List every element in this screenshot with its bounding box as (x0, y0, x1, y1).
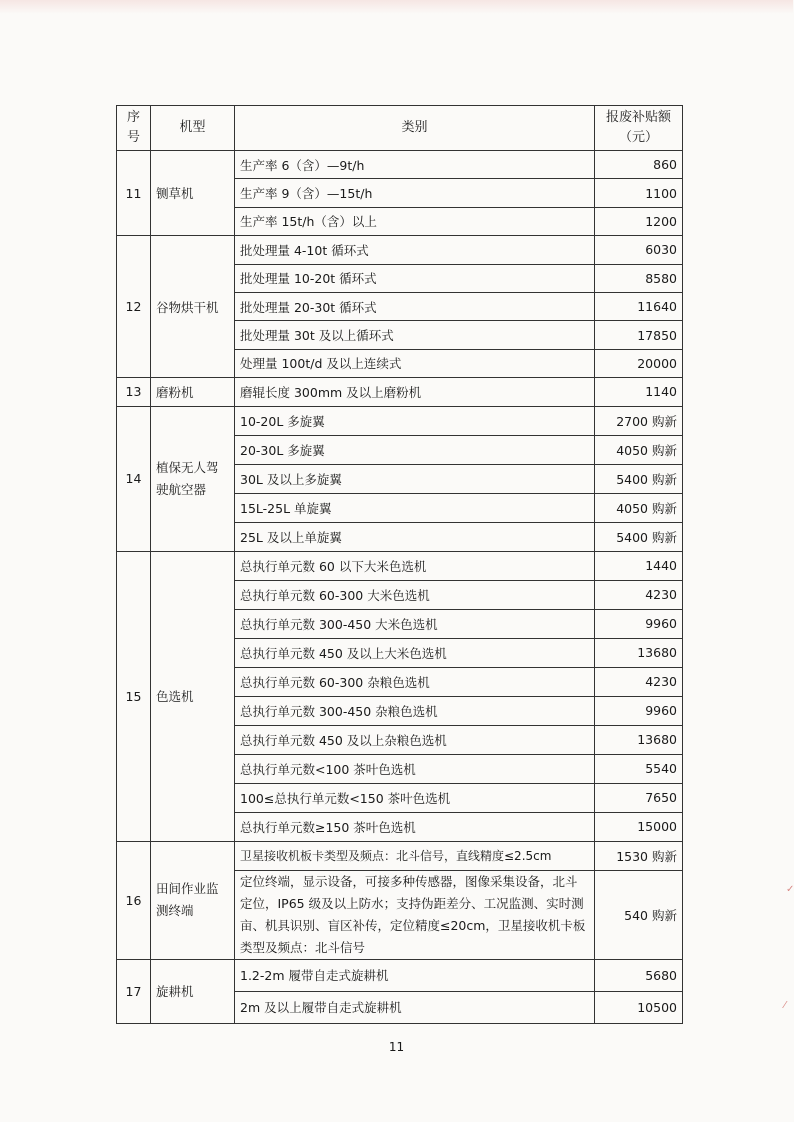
amount-cell: 1530 购新 (595, 841, 683, 870)
amount-cell: 5400 购新 (595, 522, 683, 551)
model-cell: 旋耕机 (151, 959, 235, 1023)
model-cell: 磨粉机 (151, 378, 235, 406)
category-cell: 生产率 9（含）—15t/h (235, 179, 595, 207)
category-cell: 总执行单元数≥150 茶叶色选机 (235, 812, 595, 841)
category-cell: 处理量 100t/d 及以上连续式 (235, 349, 595, 377)
header-seq: 序号 (117, 106, 151, 151)
scan-top-band (0, 0, 793, 14)
category-cell: 总执行单元数 450 及以上大米色选机 (235, 638, 595, 667)
header-category: 类别 (235, 106, 595, 151)
category-cell: 总执行单元数 60-300 杂粮色选机 (235, 667, 595, 696)
category-cell: 批处理量 10-20t 循环式 (235, 264, 595, 292)
amount-cell: 2700 购新 (595, 406, 683, 435)
amount-cell: 11640 (595, 292, 683, 320)
category-cell: 10-20L 多旋翼 (235, 406, 595, 435)
category-cell: 1.2-2m 履带自走式旋耕机 (235, 959, 595, 991)
category-cell: 磨辊长度 300mm 及以上磨粉机 (235, 378, 595, 406)
table-row (117, 841, 683, 870)
category-cell: 批处理量 4-10t 循环式 (235, 236, 595, 264)
seq-cell: 17 (117, 959, 151, 1023)
model-cell: 谷物烘干机 (151, 236, 235, 378)
model-cell: 色选机 (151, 551, 235, 841)
amount-cell: 13680 (595, 725, 683, 754)
category-cell: 总执行单元数 450 及以上杂粮色选机 (235, 725, 595, 754)
category-cell: 总执行单元数 300-450 大米色选机 (235, 609, 595, 638)
amount-cell: 10500 (595, 991, 683, 1023)
amount-cell: 4230 (595, 580, 683, 609)
amount-cell: 6030 (595, 236, 683, 264)
subsidy-table (116, 105, 683, 1024)
amount-cell: 13680 (595, 638, 683, 667)
amount-cell: 17850 (595, 321, 683, 349)
seq-cell: 16 (117, 841, 151, 959)
category-cell: 卫星接收机板卡类型及频点：北斗信号，直线精度≤2.5cm (235, 841, 595, 870)
table-row (117, 406, 683, 435)
amount-cell: 4230 (595, 667, 683, 696)
amount-cell: 860 (595, 151, 683, 179)
amount-cell: 1100 (595, 179, 683, 207)
category-cell: 批处理量 20-30t 循环式 (235, 292, 595, 320)
amount-cell: 20000 (595, 349, 683, 377)
amount-cell: 7650 (595, 783, 683, 812)
amount-cell: 4050 购新 (595, 435, 683, 464)
scan-mark: ⁄ (784, 1000, 786, 1011)
amount-cell: 15000 (595, 812, 683, 841)
category-cell: 总执行单元数<100 茶叶色选机 (235, 754, 595, 783)
category-cell: 总执行单元数 60 以下大米色选机 (235, 551, 595, 580)
header-amount-line1: 报废补贴额 (605, 110, 671, 125)
amount-cell: 1140 (595, 378, 683, 406)
amount-cell: 5680 (595, 959, 683, 991)
amount-cell: 5400 购新 (595, 464, 683, 493)
table-row (117, 236, 683, 264)
seq-cell: 12 (117, 236, 151, 378)
category-cell: 15L-25L 单旋翼 (235, 493, 595, 522)
amount-cell: 1440 (595, 551, 683, 580)
category-cell: 30L 及以上多旋翼 (235, 464, 595, 493)
amount-cell: 1200 (595, 207, 683, 235)
model-cell: 植保无人驾驶航空器 (151, 406, 235, 551)
table-header-row (117, 106, 683, 151)
table-row (117, 378, 683, 406)
amount-cell: 4050 购新 (595, 493, 683, 522)
amount-cell: 9960 (595, 696, 683, 725)
category-cell: 总执行单元数 300-450 杂粮色选机 (235, 696, 595, 725)
seq-cell: 13 (117, 378, 151, 406)
header-amount-line2: （元） (618, 130, 658, 145)
scan-mark: ✓ (786, 884, 794, 895)
amount-cell: 9960 (595, 609, 683, 638)
seq-cell: 11 (117, 151, 151, 236)
category-cell: 总执行单元数 60-300 大米色选机 (235, 580, 595, 609)
amount-cell: 5540 (595, 754, 683, 783)
category-cell: 2m 及以上履带自走式旋耕机 (235, 991, 595, 1023)
page-number: 11 (388, 1040, 405, 1054)
category-cell: 批处理量 30t 及以上循环式 (235, 321, 595, 349)
model-cell: 田间作业监测终端 (151, 841, 235, 959)
category-cell: 25L 及以上单旋翼 (235, 522, 595, 551)
seq-cell: 14 (117, 406, 151, 551)
category-cell: 20-30L 多旋翼 (235, 435, 595, 464)
table-row (117, 151, 683, 179)
header-amount (595, 106, 683, 151)
amount-cell: 540 购新 (595, 870, 683, 959)
category-cell: 生产率 6（含）—9t/h (235, 151, 595, 179)
header-model: 机型 (151, 106, 235, 151)
table-row (117, 551, 683, 580)
model-cell: 铡草机 (151, 151, 235, 236)
amount-cell: 8580 (595, 264, 683, 292)
seq-cell: 15 (117, 551, 151, 841)
table-row (117, 959, 683, 991)
category-cell: 100≤总执行单元数<150 茶叶色选机 (235, 783, 595, 812)
category-cell: 生产率 15t/h（含）以上 (235, 207, 595, 235)
category-cell: 定位终端，显示设备，可接多种传感器，图像采集设备，北斗定位，IP65 级及以上防水；支持伪距差分、工况监测、实时测亩、机具识别、盲区补传，定位精度≤20cm，卫星接收机卡板类型及频点：北斗信号 (235, 870, 595, 959)
